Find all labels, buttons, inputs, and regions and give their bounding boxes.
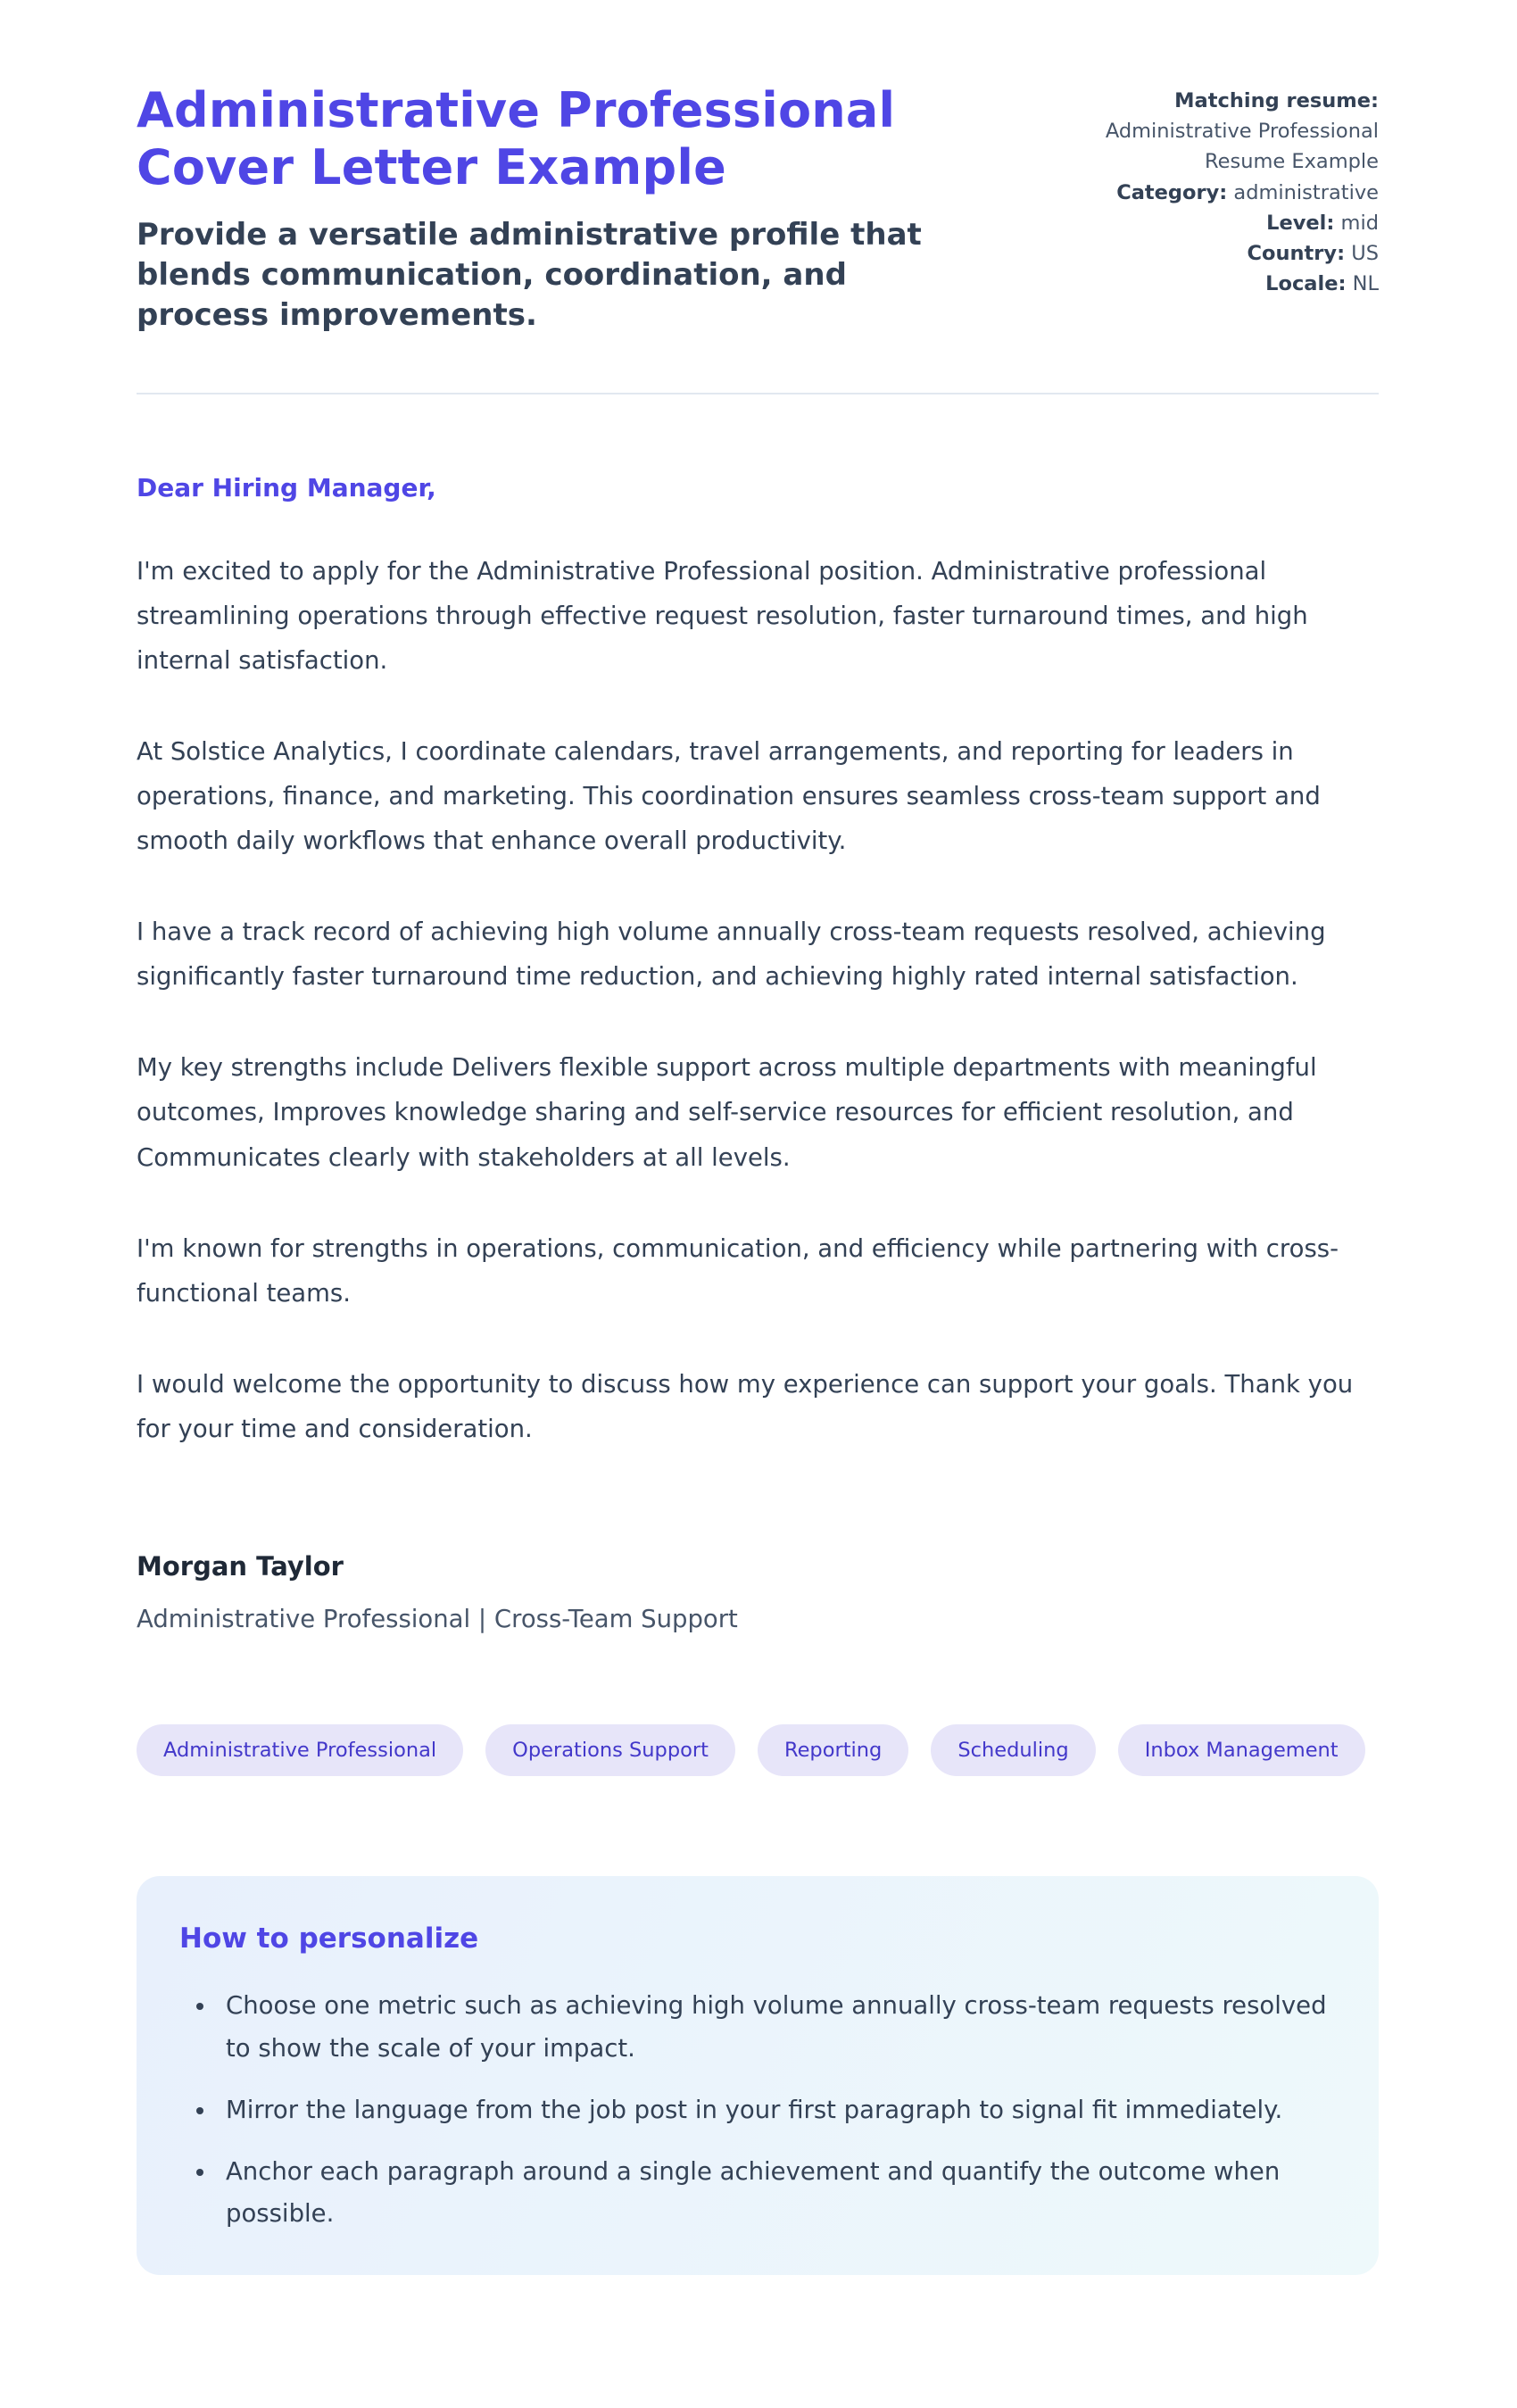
personalize-title: How to personalize — [179, 1922, 479, 1955]
signature-block — [137, 1551, 1379, 1633]
header-divider — [137, 393, 1379, 394]
header-title-block — [137, 82, 940, 336]
signature-role: Administrative Professional | Cross-Team Support — [137, 1604, 738, 1633]
meta-block — [1071, 82, 1379, 299]
letter-paragraph: I'm excited to apply for the Administrative Professional position. Administrative professional streamlining operations through effective request resolution, faster turnaround times, and high internal satisfaction. — [137, 557, 1308, 676]
letter-paragraph: I would welcome the opportunity to discuss how my experience can support your goals. Thank you for your time and consideration. — [137, 1369, 1354, 1443]
meta-row-locale — [1071, 269, 1379, 299]
meta-row-level — [1071, 208, 1379, 238]
tag-inbox-management[interactable]: Inbox Management — [1118, 1724, 1365, 1777]
meta-value-locale: NL — [1352, 272, 1379, 296]
tag-operations-support[interactable]: Operations Support — [485, 1724, 735, 1777]
meta-label-category: Category: — [1116, 180, 1228, 204]
meta-row-country — [1071, 238, 1379, 269]
personalize-tip: • Choose one metric such as achieving high volume annually cross-team requests resolved to show the scale of your impact. — [217, 1985, 1332, 2070]
meta-row-category — [1071, 178, 1379, 208]
meta-label-country: Country: — [1247, 241, 1346, 265]
meta-value-level: mid — [1340, 211, 1379, 235]
meta-value-category: administrative — [1233, 180, 1379, 204]
meta-label-matching-resume: Matching resume: — [1174, 89, 1379, 112]
meta-value-matching-resume: Administrative Professional Resume Example — [1105, 120, 1379, 174]
letter-greeting: Dear Hiring Manager, — [137, 473, 436, 503]
letter-paragraph: At Solstice Analytics, I coordinate calendars, travel arrangements, and reporting for leaders in operations, finance, and marketing. This coordination ensures seamless cross-team support and smooth daily workflows that enhance overall productivity. — [137, 737, 1321, 856]
tag-scheduling[interactable]: Scheduling — [931, 1724, 1095, 1777]
letter-body — [137, 473, 1379, 1633]
meta-row-matching-resume — [1071, 86, 1379, 178]
personalize-tip-list — [179, 1985, 1332, 2235]
letter-paragraph: I'm known for strengths in operations, communication, and efficiency while partnering with cross-functional teams. — [137, 1233, 1339, 1308]
personalize-tip: • Mirror the language from the job post in your first paragraph to signal fit immediately. — [217, 2089, 1332, 2131]
personalize-tip: • Anchor each paragraph around a single achievement and quantify the outcome when possible. — [217, 2151, 1332, 2236]
tag-reporting[interactable]: Reporting — [758, 1724, 908, 1777]
page-header — [137, 82, 1379, 336]
personalize-box — [137, 1876, 1379, 2274]
tag-list — [137, 1724, 1379, 1777]
meta-value-country: US — [1351, 241, 1379, 265]
page-subtitle: Provide a versatile administrative profile that blends communication, coordination, and process improvements. — [137, 217, 922, 334]
tag-administrative-professional[interactable]: Administrative Professional — [137, 1724, 463, 1777]
signature-name: Morgan Taylor — [137, 1550, 344, 1582]
page-title: Administrative Professional Cover Letter Example — [137, 82, 896, 195]
meta-label-locale: Locale: — [1265, 272, 1347, 296]
meta-label-level: Level: — [1266, 211, 1335, 235]
letter-paragraph: My key strengths include Delivers flexible support across multiple departments with meaningful outcomes, Improves knowledge sharing and self-service resources for efficient resolution, and Communicates clearly with stakeholders at all levels. — [137, 1053, 1317, 1172]
letter-paragraph: I have a track record of achieving high volume annually cross-team requests resolved, achieving significantly faster turnaround time reduction, and achieving highly rated internal satisfaction. — [137, 918, 1326, 992]
